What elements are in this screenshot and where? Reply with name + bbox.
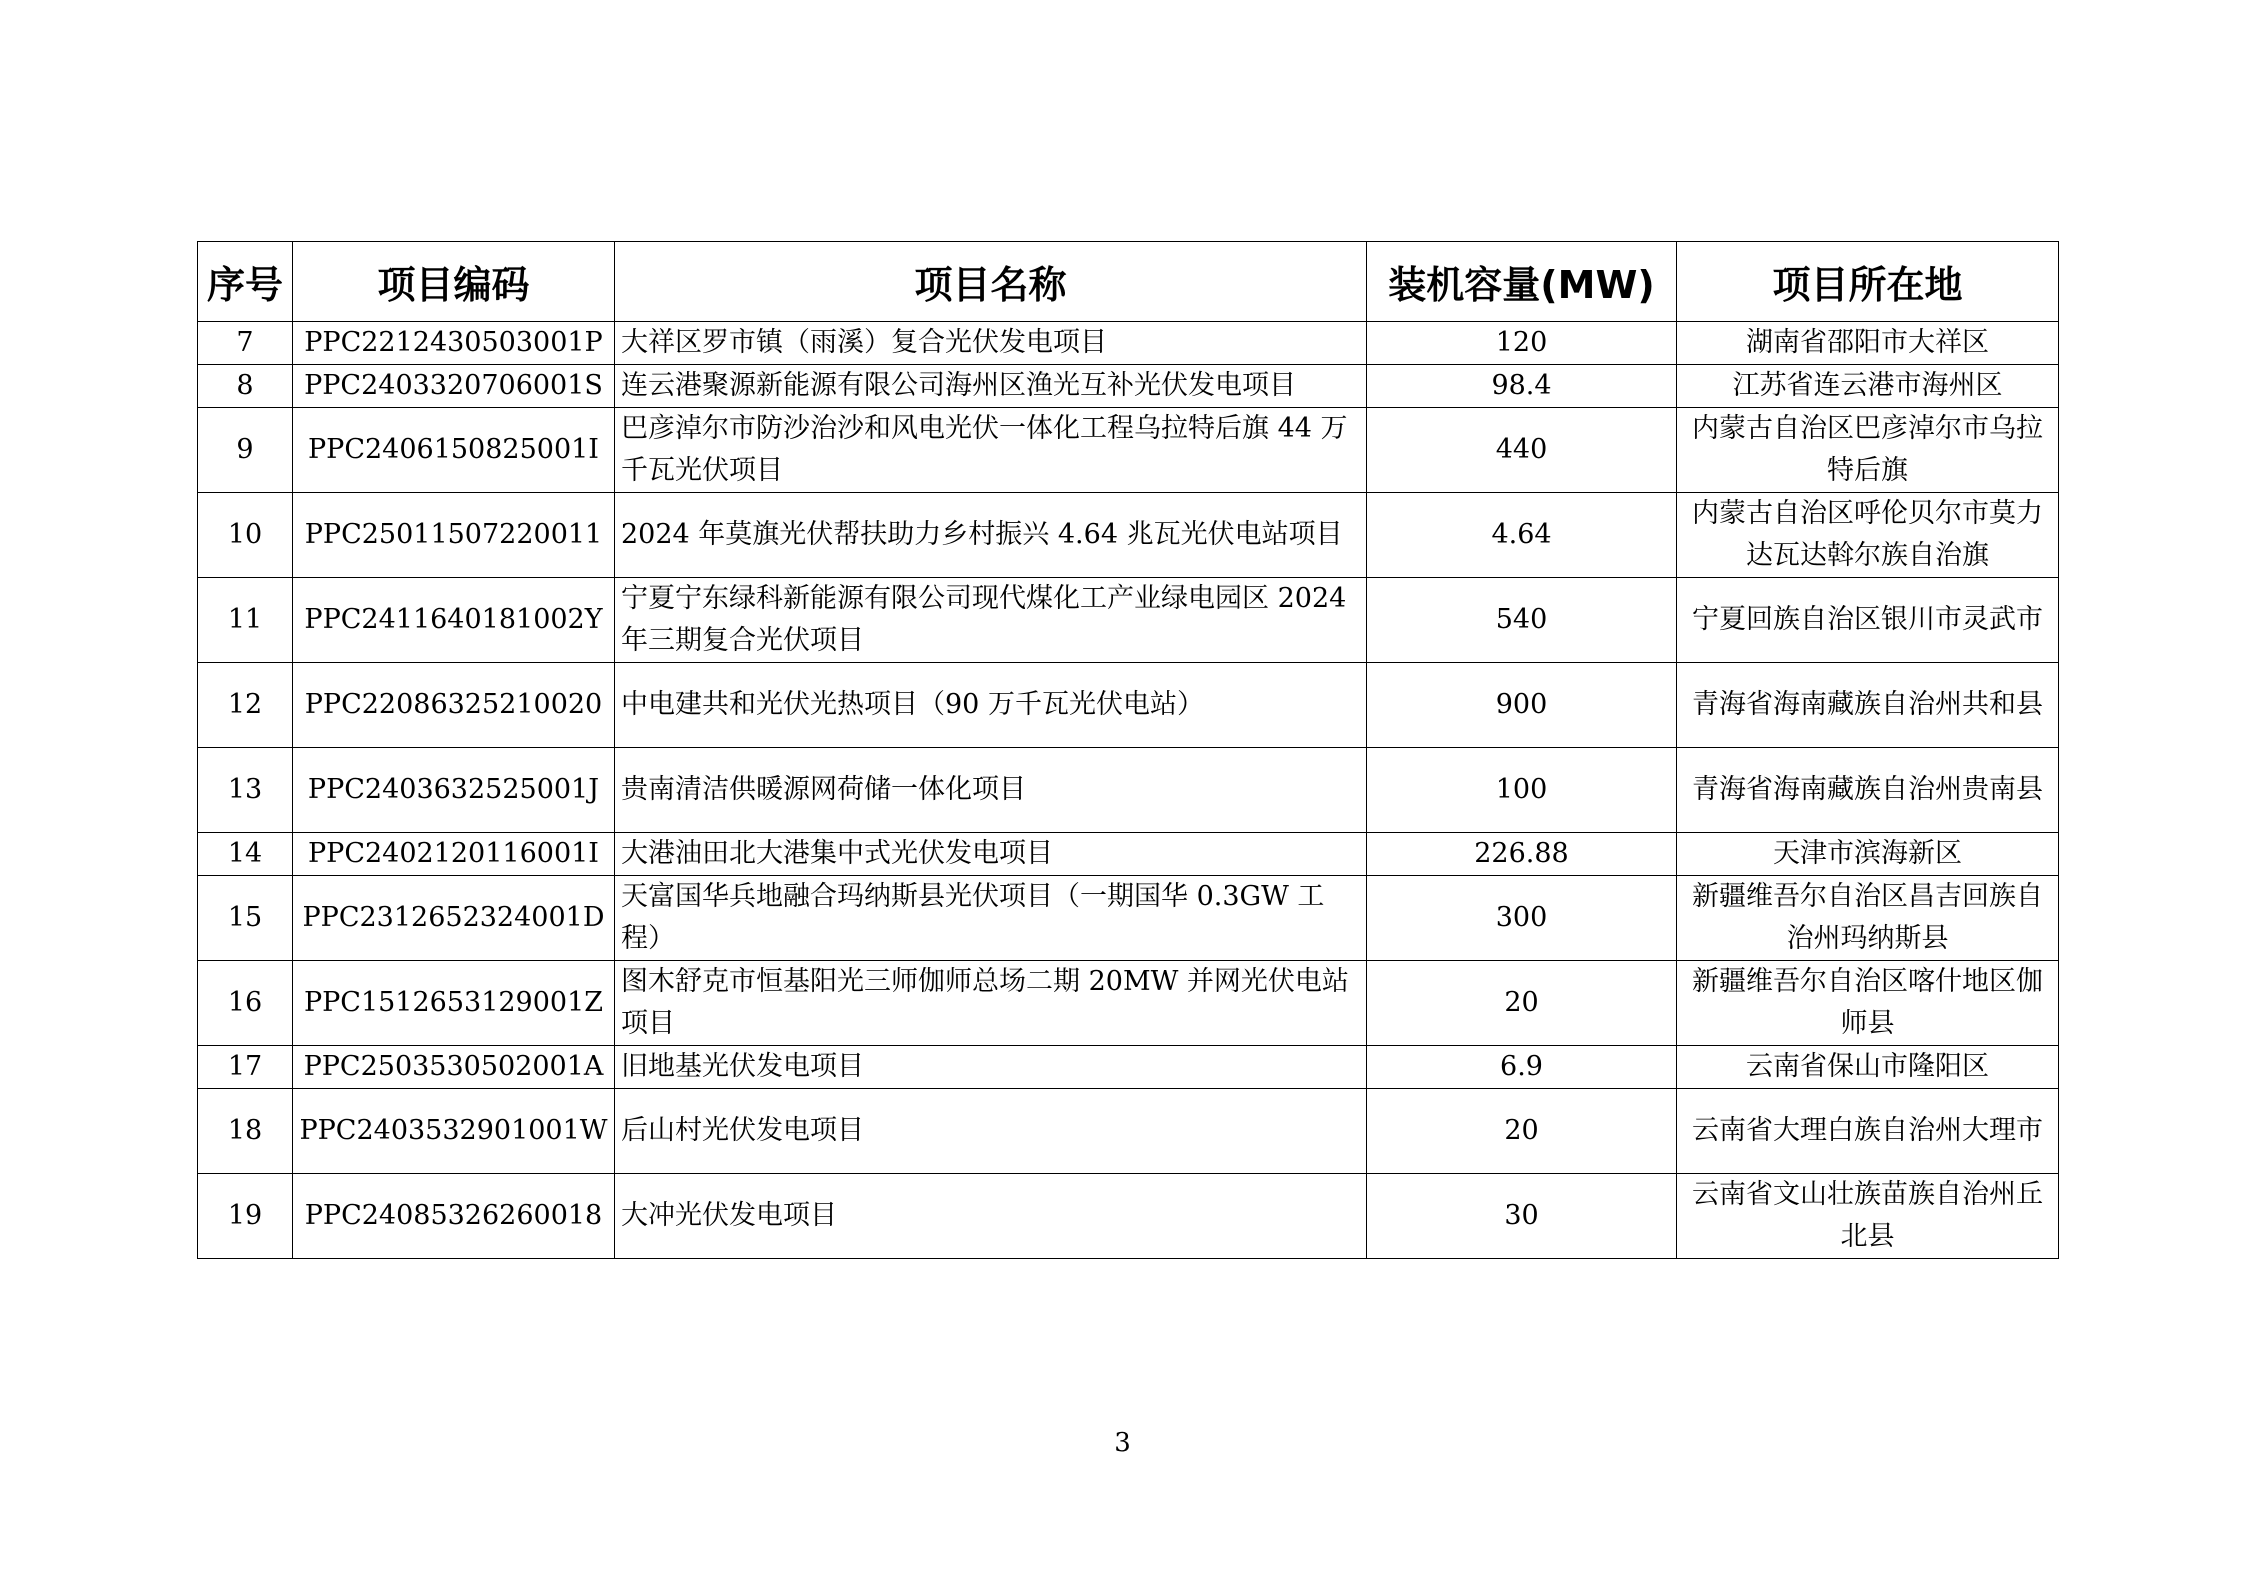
cell-location: 宁夏回族自治区银川市灵武市 xyxy=(1677,578,2059,663)
cell-capacity: 20 xyxy=(1367,961,1677,1046)
cell-capacity: 120 xyxy=(1367,322,1677,365)
cell-location: 内蒙古自治区巴彦淖尔市乌拉特后旗 xyxy=(1677,408,2059,493)
cell-index: 9 xyxy=(198,408,293,493)
cell-index: 17 xyxy=(198,1046,293,1089)
cell-capacity: 900 xyxy=(1367,663,1677,748)
table-row xyxy=(198,322,2059,365)
header-location: 项目所在地 xyxy=(1677,242,2059,322)
table-row xyxy=(198,408,2059,493)
cell-location: 青海省海南藏族自治州共和县 xyxy=(1677,663,2059,748)
cell-code: PPC2403532901001W xyxy=(293,1089,615,1174)
cell-capacity: 30 xyxy=(1367,1174,1677,1259)
cell-capacity: 4.64 xyxy=(1367,493,1677,578)
table-row xyxy=(198,1089,2059,1174)
table-row xyxy=(198,961,2059,1046)
cell-capacity: 300 xyxy=(1367,876,1677,961)
cell-capacity: 100 xyxy=(1367,748,1677,833)
header-capacity: 装机容量(MW) xyxy=(1367,242,1677,322)
header-code: 项目编码 xyxy=(293,242,615,322)
cell-name: 2024 年莫旗光伏帮扶助力乡村振兴 4.64 兆瓦光伏电站项目 xyxy=(615,493,1367,578)
table-row xyxy=(198,748,2059,833)
cell-name: 天富国华兵地融合玛纳斯县光伏项目（一期国华 0.3GW 工程） xyxy=(615,876,1367,961)
cell-code: PPC2403320706001S xyxy=(293,365,615,408)
header-name: 项目名称 xyxy=(615,242,1367,322)
cell-index: 8 xyxy=(198,365,293,408)
table-row xyxy=(198,876,2059,961)
cell-code: PPC2503530502001A xyxy=(293,1046,615,1089)
cell-index: 16 xyxy=(198,961,293,1046)
cell-location: 青海省海南藏族自治州贵南县 xyxy=(1677,748,2059,833)
table-row xyxy=(198,1046,2059,1089)
cell-location: 内蒙古自治区呼伦贝尔市莫力达瓦达斡尔族自治旗 xyxy=(1677,493,2059,578)
page-number: 3 xyxy=(1114,1428,1131,1458)
cell-index: 12 xyxy=(198,663,293,748)
cell-name: 大港油田北大港集中式光伏发电项目 xyxy=(615,833,1367,876)
cell-name: 连云港聚源新能源有限公司海州区渔光互补光伏发电项目 xyxy=(615,365,1367,408)
cell-index: 18 xyxy=(198,1089,293,1174)
cell-capacity: 440 xyxy=(1367,408,1677,493)
cell-index: 7 xyxy=(198,322,293,365)
cell-location: 云南省保山市隆阳区 xyxy=(1677,1046,2059,1089)
cell-location: 云南省大理白族自治州大理市 xyxy=(1677,1089,2059,1174)
table-row xyxy=(198,833,2059,876)
cell-code: PPC24085326260018 xyxy=(293,1174,615,1259)
cell-code: PPC22086325210020 xyxy=(293,663,615,748)
cell-capacity: 6.9 xyxy=(1367,1046,1677,1089)
cell-code: PPC25011507220011 xyxy=(293,493,615,578)
cell-name: 中电建共和光伏光热项目（90 万千瓦光伏电站） xyxy=(615,663,1367,748)
cell-index: 15 xyxy=(198,876,293,961)
cell-name: 图木舒克市恒基阳光三师伽师总场二期 20MW 并网光伏电站项目 xyxy=(615,961,1367,1046)
cell-code: PPC2406150825001I xyxy=(293,408,615,493)
cell-name: 巴彦淖尔市防沙治沙和风电光伏一体化工程乌拉特后旗 44 万千瓦光伏项目 xyxy=(615,408,1367,493)
cell-name: 大冲光伏发电项目 xyxy=(615,1174,1367,1259)
cell-location: 云南省文山壮族苗族自治州丘北县 xyxy=(1677,1174,2059,1259)
project-table xyxy=(197,241,2059,1259)
cell-code: PPC2312652324001D xyxy=(293,876,615,961)
cell-capacity: 98.4 xyxy=(1367,365,1677,408)
cell-code: PPC2411640181002Y xyxy=(293,578,615,663)
table-row xyxy=(198,663,2059,748)
cell-capacity: 226.88 xyxy=(1367,833,1677,876)
cell-index: 10 xyxy=(198,493,293,578)
cell-location: 天津市滨海新区 xyxy=(1677,833,2059,876)
cell-name: 旧地基光伏发电项目 xyxy=(615,1046,1367,1089)
table-row xyxy=(198,493,2059,578)
cell-index: 11 xyxy=(198,578,293,663)
cell-location: 新疆维吾尔自治区昌吉回族自治州玛纳斯县 xyxy=(1677,876,2059,961)
cell-location: 新疆维吾尔自治区喀什地区伽师县 xyxy=(1677,961,2059,1046)
cell-index: 14 xyxy=(198,833,293,876)
cell-capacity: 20 xyxy=(1367,1089,1677,1174)
cell-location: 江苏省连云港市海州区 xyxy=(1677,365,2059,408)
cell-index: 19 xyxy=(198,1174,293,1259)
cell-index: 13 xyxy=(198,748,293,833)
cell-code: PPC2402120116001I xyxy=(293,833,615,876)
table-row xyxy=(198,1174,2059,1259)
cell-code: PPC2403632525001J xyxy=(293,748,615,833)
cell-name: 后山村光伏发电项目 xyxy=(615,1089,1367,1174)
cell-code: PPC2212430503001P xyxy=(293,322,615,365)
cell-capacity: 540 xyxy=(1367,578,1677,663)
cell-name: 贵南清洁供暖源网荷储一体化项目 xyxy=(615,748,1367,833)
cell-name: 大祥区罗市镇（雨溪）复合光伏发电项目 xyxy=(615,322,1367,365)
table-row xyxy=(198,365,2059,408)
cell-name: 宁夏宁东绿科新能源有限公司现代煤化工产业绿电园区 2024 年三期复合光伏项目 xyxy=(615,578,1367,663)
cell-location: 湖南省邵阳市大祥区 xyxy=(1677,322,2059,365)
table-header-row xyxy=(198,242,2059,322)
header-index: 序号 xyxy=(198,242,293,322)
cell-code: PPC1512653129001Z xyxy=(293,961,615,1046)
table-row xyxy=(198,578,2059,663)
